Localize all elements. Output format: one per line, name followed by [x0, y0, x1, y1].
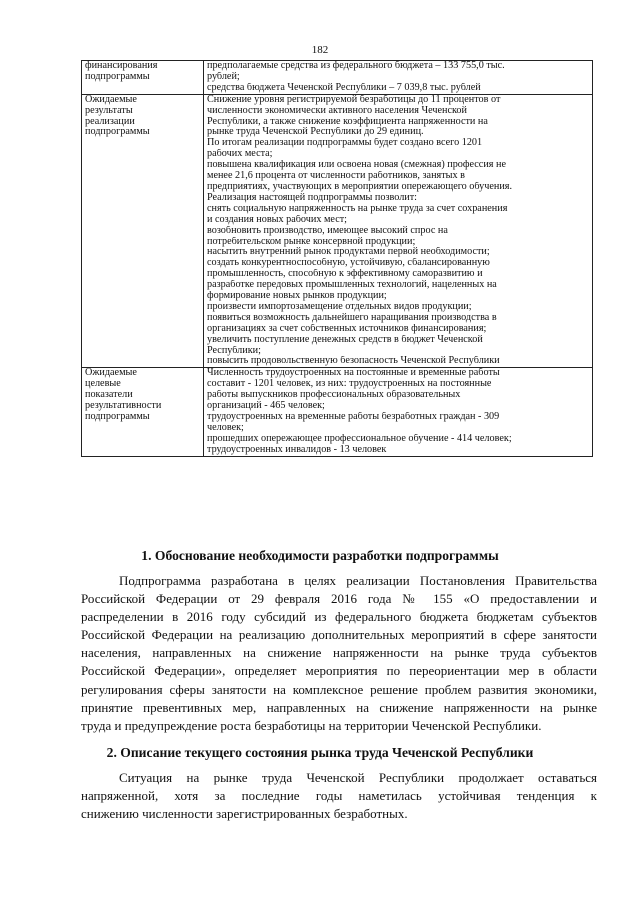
section-1-paragraph — [81, 572, 597, 735]
table-cell-content — [204, 368, 593, 456]
table-row — [82, 61, 593, 95]
paragraph-line: труда и предупреждение роста безработицы на территории Чеченской Республики. — [81, 717, 542, 733]
section-1-title: 1. Обоснование необходимости разработки подпрограммы — [141, 548, 499, 563]
cell-line: средства бюджета Чеченской Республики – 7 039,8 тыс. рублей — [207, 82, 481, 93]
cell-line: предполагаемые средства из федерального бюджета – 133 755,0 тыс. — [207, 61, 505, 71]
section-2-title: 2. Описание текущего состояния рынка труда Чеченской Республики — [106, 745, 534, 760]
cell-line: Ожидаемые — [85, 94, 137, 105]
cell-line: повысить продовольственную безопасность Чеченской Республики — [207, 356, 500, 367]
cell-line: рынке труда Чеченской Республики до 29 единиц. — [207, 127, 424, 138]
paragraph-line: Российской Федерации», определяет мероприятия по переориентации мер в области — [81, 663, 597, 679]
cell-line: менее 21,6 процента от численности работников, занятых в — [207, 171, 465, 182]
table-row — [82, 94, 593, 368]
cell-line: результаты — [85, 105, 133, 116]
cell-line: трудоустроенных инвалидов - 13 человек — [207, 444, 387, 455]
cell-line: предприятиях, участвующих в мероприятии опережающего обучения. — [207, 181, 513, 192]
cell-line: численности экономически активного населения Чеченской — [207, 105, 467, 116]
paragraph-line: снижению численности зарегистрированных безработных. — [81, 806, 408, 822]
cell-line: возобновить производство, имеющее высокий спрос на — [207, 225, 448, 236]
table-cell-label — [82, 61, 204, 95]
cell-line: целевые — [85, 379, 121, 390]
paragraph-line: населения, направленных на снижение напряженности на рынке труда субъектов — [81, 645, 597, 661]
paragraph-line: Российской Федерации от 29 февраля 2016 года № 155 «О предоставлении и — [81, 591, 597, 607]
cell-line: рабочих места; — [207, 149, 273, 160]
cell-line: работы выпускников профессиональных образовательных — [207, 390, 461, 401]
cell-line: разработке передовых промышленных технологий, нацеленных на — [207, 280, 497, 291]
cell-line: Снижение уровня регистрируемой безработицы до 11 процентов от — [207, 94, 501, 105]
cell-line: Численность трудоустроенных на постоянные и временные работы — [207, 368, 500, 379]
cell-line: показатели — [85, 390, 133, 401]
table-row — [82, 368, 593, 456]
cell-line: трудоустроенных на временные работы безработных граждан - 309 — [207, 412, 500, 422]
table-cell-label — [82, 94, 204, 368]
cell-line: формирование новых рынков продукции; — [207, 291, 387, 302]
cell-line: появиться возможность дальнейшего наращивания производства в — [207, 312, 497, 323]
cell-line: снять социальную напряженность на рынке труда за счет сохранения — [207, 203, 508, 214]
cell-line: насытить внутренний рынок продуктами первой необходимости; — [207, 247, 490, 258]
cell-line: подпрограммы — [85, 412, 150, 422]
cell-line: Реализация настоящей подпрограммы позволит: — [207, 192, 418, 203]
paragraph-line: Подпрограмма разработана в целях реализации Постановления Правительства — [119, 573, 597, 588]
cell-line: повышена квалификация или освоена новая (смежная) профессия не — [207, 160, 506, 171]
cell-line: составит - 1201 человек, из них: трудоустроенных на постоянные — [207, 379, 492, 390]
table-cell-content — [204, 94, 593, 368]
cell-line: прошедших опережающее профессиональное обучение - 414 человек; — [207, 433, 512, 444]
paragraph-line: Ситуация на рынке труда Чеченской Республики продолжает оставаться — [119, 770, 597, 785]
cell-line: Республики; — [207, 345, 261, 356]
paragraph-line: принятие превентивных мер, направленных на снижение напряженности на рынке — [81, 699, 597, 715]
cell-line: организаций - 465 человек; — [207, 401, 325, 412]
paragraph-line: Российской Федерации на реализацию дополнительных мероприятий в сфере занятости — [81, 627, 597, 643]
cell-line: Ожидаемые — [85, 368, 137, 379]
cell-line: организациях за счет собственных источников финансирования; — [207, 323, 487, 334]
cell-line: потребительском рынке консервной продукции; — [207, 236, 416, 247]
cell-line: подпрограммы — [85, 71, 150, 82]
cell-line: промышленность, способную к эффективному саморазвитию и — [207, 269, 483, 280]
paragraph-line: напряженной, хотя за последние годы наметилась устойчивая тенденция к — [81, 788, 597, 804]
cell-line: Республики, а также снижение коэффициента напряженности на — [207, 116, 488, 127]
cell-line: и создания новых рабочих мест; — [207, 214, 348, 225]
paragraph-line: распределении в 2016 году субсидий из федерального бюджета бюджетам субъектов — [81, 609, 597, 625]
cell-line: рублей; — [207, 71, 240, 82]
cell-line: человек; — [207, 422, 244, 433]
cell-line: подпрограммы — [85, 127, 150, 138]
cell-line: По итогам реализации подпрограммы будет создано всего 1201 — [207, 138, 483, 149]
cell-line: произвести импортозамещение отдельных видов продукции; — [207, 301, 472, 312]
cell-line: финансирования — [85, 61, 158, 71]
cell-line: увеличить поступление денежных средств в бюджет Чеченской — [207, 334, 483, 345]
paragraph-line: регулирования сферы занятости на комплексное решение проблем развития экономики, — [81, 681, 597, 697]
table-cell-label — [82, 368, 204, 456]
section-2-paragraph — [81, 769, 597, 823]
cell-line: реализации — [85, 116, 135, 127]
table-cell-content — [204, 61, 593, 95]
cell-line: результативности — [85, 401, 162, 412]
program-passport-table — [81, 60, 593, 457]
cell-line: создать конкурентноспособную, устойчивую, сбалансированную — [207, 258, 490, 269]
page-number: 182 — [311, 44, 329, 56]
